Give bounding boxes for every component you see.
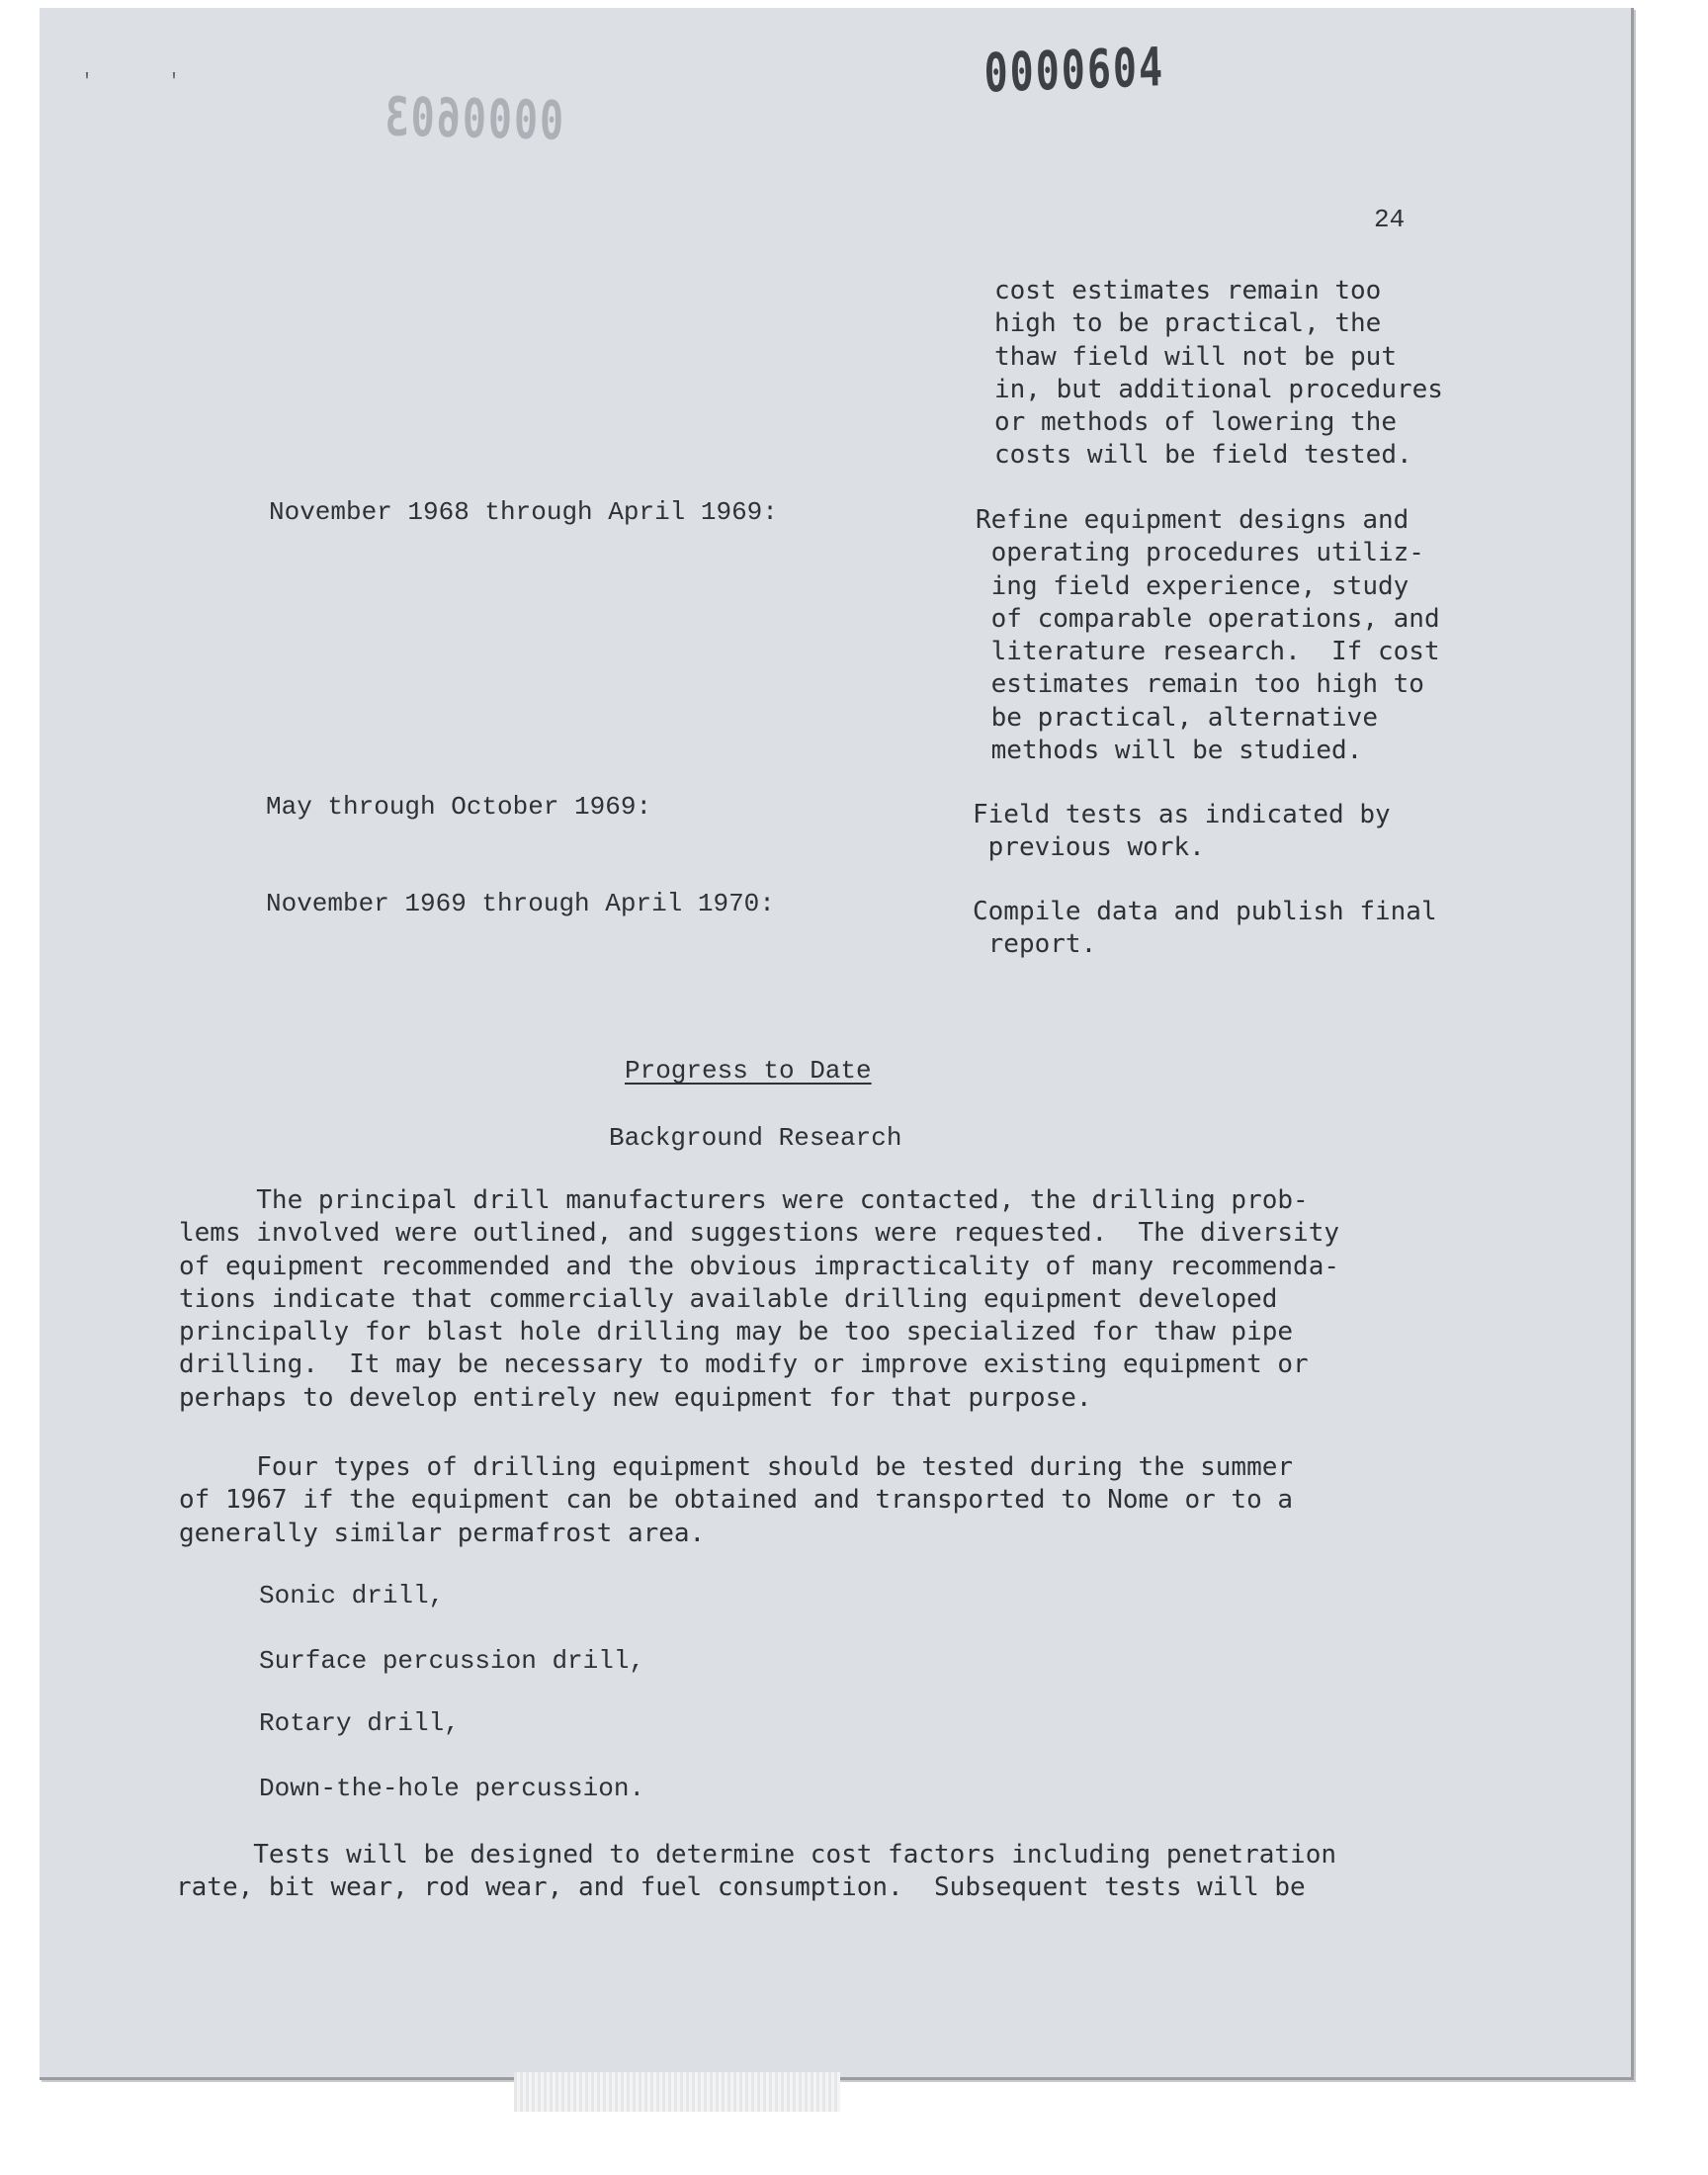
drill-list-item: Down-the-hole percussion. — [259, 1774, 645, 1803]
document-page — [40, 8, 1634, 2080]
paragraph: Tests will be designed to determine cost factors including penetration rate, bit wear, rod wear, and fuel consumption. Subsequent tests will be — [176, 1840, 1336, 1903]
document-number-stamp: 0000604 — [983, 37, 1165, 106]
margin-speck: ' — [168, 71, 181, 94]
schedule-task: Field tests as indicated by previous work. — [973, 800, 1391, 863]
drill-list-item: Sonic drill, — [259, 1581, 445, 1610]
schedule-period: November 1968 through April 1969: — [269, 497, 778, 527]
drill-list-item: Rotary drill, — [259, 1708, 460, 1738]
margin-speck: ' — [81, 71, 94, 94]
paragraph: Four types of drilling equipment should be tested during the summer of 1967 if the equipment can be obtained and transported to Nome or to a generally similar permafrost area. — [179, 1452, 1294, 1548]
subsection-heading: Background Research — [609, 1123, 902, 1153]
schedule-task: Refine equipment designs and operating procedures utiliz- ing field experience, study of comparable operations, and literature research. If cost estimates remain too high to be practical, alternative methods will be studied. — [976, 505, 1440, 766]
schedule-period: November 1969 through April 1970: — [266, 889, 775, 918]
schedule-continuation: cost estimates remain too high to be practical, the thaw field will not be put in, but additional procedures or methods of lowering the costs will be field tested. — [994, 276, 1443, 471]
scan-artifact-strip — [514, 2072, 840, 2112]
schedule-task: Compile data and publish final report. — [973, 897, 1437, 960]
section-heading: Progress to Date — [625, 1056, 872, 1086]
bleed-through-stamp: 0000603 — [383, 86, 564, 153]
drill-list-item: Surface percussion drill, — [259, 1646, 645, 1676]
schedule-period: May through October 1969: — [266, 792, 652, 822]
paragraph: The principal drill manufacturers were contacted, the drilling prob- lems involved were outlined, and suggestions were requested. The diversity of equipment recommended and the obvious impracticality of many recommenda- tions indicate that commercially available drilling equipment developed principally for blast hole drilling may be too specialized for thaw pipe drilling. It may be necessary to modify or improve existing equipment or perhaps to develop entirely new equipment for that purpose. — [179, 1185, 1339, 1413]
page-number: 24 — [1374, 205, 1406, 234]
